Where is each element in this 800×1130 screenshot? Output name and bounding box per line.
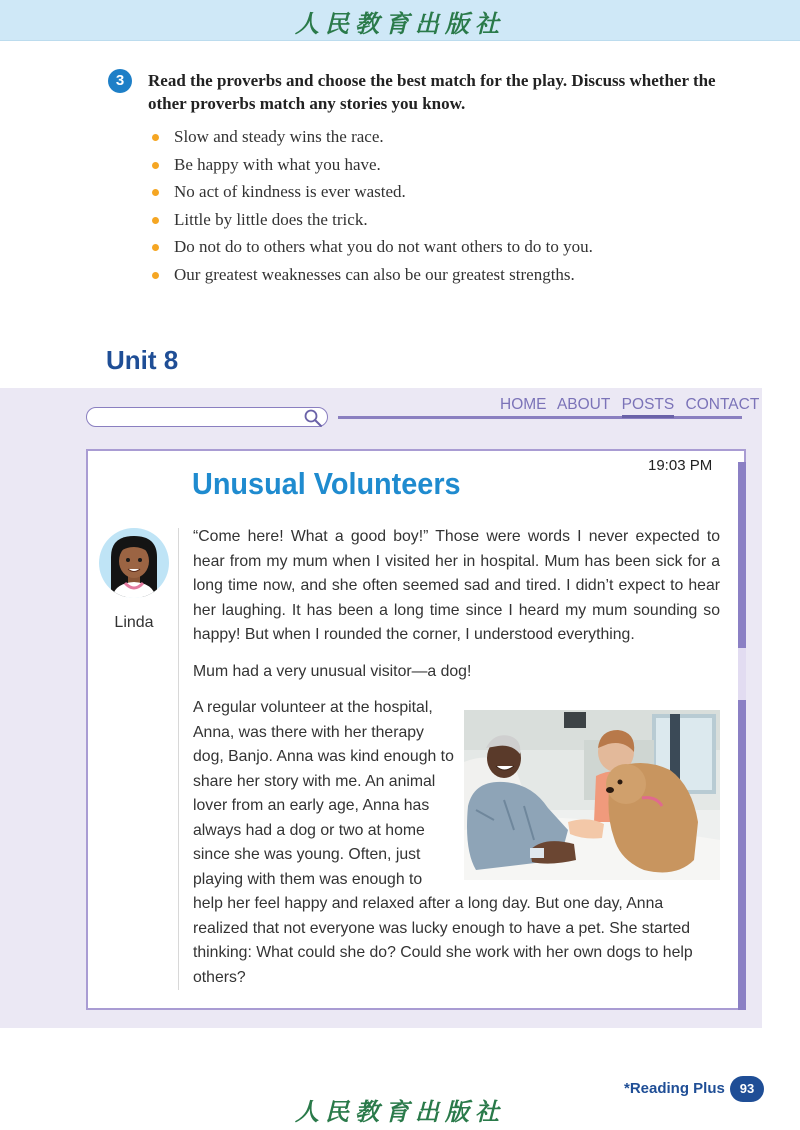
proverb-item: Slow and steady wins the race.	[150, 125, 593, 153]
scrollbar-thumb[interactable]	[738, 648, 746, 700]
scrollbar[interactable]	[738, 462, 746, 1010]
author-avatar	[98, 527, 170, 599]
proverb-item: Be happy with what you have.	[150, 153, 593, 181]
nav-about[interactable]: ABOUT	[556, 396, 611, 413]
nav-posts[interactable]: POSTS	[621, 396, 675, 413]
bullet-icon	[152, 244, 159, 251]
proverb-item: Our greatest weaknesses can also be our greatest strengths.	[150, 263, 593, 291]
page-number-badge: 93	[730, 1076, 764, 1102]
post-paragraph: Mum had a very unusual visitor—a dog!	[193, 662, 472, 680]
bullet-icon	[152, 162, 159, 169]
nav-home[interactable]: HOME	[500, 396, 547, 413]
post-timestamp: 19:03 PM	[648, 457, 713, 474]
bullet-icon	[152, 134, 159, 141]
exercise-number-badge: 3	[108, 69, 132, 93]
post-body	[193, 525, 720, 1002]
header-rule	[338, 416, 742, 419]
publisher-logo-bottom: 人民教育出版社	[295, 1097, 505, 1126]
bullet-icon	[152, 189, 159, 196]
post-paragraph: “Come here! What a good boy!” Those were words I never expected to hear from my mum when I visited her in hospital. Mum has been sick for a long time now, and she often seemed sad and tired. I didn’t expect to hear her laughing. It has been a long time since I heard my mum sounding so happy! But when I rounded the corner, I understood everything.	[193, 528, 720, 643]
bullet-icon	[152, 217, 159, 224]
proverb-list	[150, 125, 593, 290]
search-icon[interactable]	[303, 408, 323, 428]
author-name: Linda	[114, 614, 154, 631]
footer-section-label: *Reading Plus	[624, 1080, 725, 1097]
author-divider	[178, 528, 179, 990]
unit-heading: Unit 8	[106, 345, 179, 375]
post-title: Unusual Volunteers	[192, 466, 461, 501]
proverb-item: No act of kindness is ever wasted.	[150, 180, 593, 208]
hospital-therapy-dog-photo	[464, 710, 720, 880]
exercise-instructions: Read the proverbs and choose the best match for the play. Discuss whether the other proverbs match any stories you know.	[148, 71, 716, 113]
nav-contact[interactable]: CONTACT	[685, 396, 760, 413]
search-input[interactable]	[86, 407, 328, 427]
blog-nav	[500, 396, 766, 414]
proverb-item: Do not do to others what you do not want others to do to you.	[150, 235, 593, 263]
proverb-item: Little by little does the trick.	[150, 208, 593, 236]
bullet-icon	[152, 272, 159, 279]
post-paragraph: A regular volunteer at the hospital, Anna, was there with her therapy dog, Banjo. Anna was kind enough to share her story with me. An animal lover from an early age, Anna has always had a dog or two at home since she was young. Often, just playing with them was enough to help her feel happy and relaxed after a long day. But one day, Anna realized that not everyone was lucky enough to have a pet. She started thinking: What could she do? Could she work with her own dogs to help others?	[193, 699, 693, 986]
publisher-logo-top: 人民教育出版社	[295, 9, 505, 38]
